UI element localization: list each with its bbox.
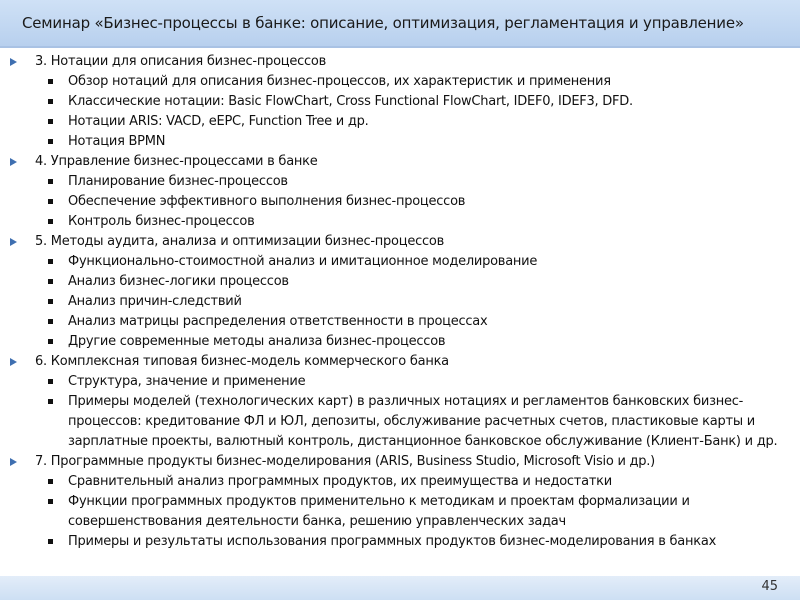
item-text: 6. Комплексная типовая бизнес-модель коммерческого банка: [35, 354, 449, 369]
square-bullet-icon: [48, 179, 53, 184]
item-text: 7. Программные продукты бизнес-моделирования (ARIS, Business Studio, Microsoft Visio и др.): [35, 454, 655, 469]
item-text: 5. Методы аудита, анализа и оптимизации бизнес-процессов: [35, 234, 445, 249]
page-number: 45: [761, 579, 778, 594]
square-bullet-icon: [48, 199, 53, 204]
square-bullet-icon: [48, 339, 53, 344]
list-item: [8, 272, 793, 292]
item-text: Структура, значение и применение: [68, 374, 306, 389]
title-bar: [0, 0, 800, 46]
list-item: [8, 492, 793, 532]
item-text: Контроль бизнес-процессов: [68, 214, 255, 229]
square-bullet-icon: [48, 499, 53, 504]
slide-content: [8, 52, 793, 552]
item-text: Функции программных продуктов применительно к методикам и проектам формализации и совершенствования деятельности банка, решению управленческих задач: [68, 494, 690, 529]
triangle-bullet-icon: [10, 58, 17, 66]
section-heading: [8, 152, 793, 172]
square-bullet-icon: [48, 399, 53, 404]
square-bullet-icon: [48, 79, 53, 84]
title-divider: [0, 46, 800, 48]
slide-title: Семинар «Бизнес-процессы в банке: описание, оптимизация, регламентация и управление»: [22, 14, 744, 32]
item-text: Обзор нотаций для описания бизнес-процессов, их характеристик и применения: [68, 74, 611, 89]
triangle-bullet-icon: [10, 458, 17, 466]
list-item: [8, 252, 793, 272]
footer-bar: [0, 576, 800, 600]
triangle-bullet-icon: [10, 358, 17, 366]
list-item: [8, 372, 793, 392]
item-text: Планирование бизнес-процессов: [68, 174, 288, 189]
item-text: Примеры и результаты использования программных продуктов бизнес-моделирования в банках: [68, 534, 717, 549]
list-item: [8, 332, 793, 352]
list-item: [8, 192, 793, 212]
square-bullet-icon: [48, 139, 53, 144]
square-bullet-icon: [48, 119, 53, 124]
item-text: Анализ бизнес-логики процессов: [68, 274, 289, 289]
list-item: [8, 72, 793, 92]
item-text: Обеспечение эффективного выполнения бизнес-процессов: [68, 194, 466, 209]
square-bullet-icon: [48, 259, 53, 264]
square-bullet-icon: [48, 99, 53, 104]
item-text: Примеры моделей (технологических карт) в различных нотациях и регламентов банковских бизнес-процессов: кредитование ФЛ и ЮЛ, депозиты, обслуживание расчетных счетов, пластиковые карты и зарплатные проекты, валютный контроль, дистанционное банковское обслуживание (Клиент-Банк) и др.: [68, 394, 778, 449]
section-heading: [8, 452, 793, 472]
triangle-bullet-icon: [10, 238, 17, 246]
list-item: [8, 112, 793, 132]
item-text: 4. Управление бизнес-процессами в банке: [35, 154, 318, 169]
item-text: Нотации ARIS: VACD, eEPC, Function Tree и др.: [68, 114, 369, 129]
list-item: [8, 392, 793, 452]
section-heading: [8, 52, 793, 72]
item-text: Классические нотации: Basic FlowChart, Cross Functional FlowChart, IDEF0, IDEF3, DFD.: [68, 94, 633, 109]
item-text: Другие современные методы анализа бизнес-процессов: [68, 334, 446, 349]
square-bullet-icon: [48, 279, 53, 284]
item-text: Сравнительный анализ программных продуктов, их преимущества и недостатки: [68, 474, 612, 489]
list-item: [8, 472, 793, 492]
section-heading: [8, 232, 793, 252]
item-text: 3. Нотации для описания бизнес-процессов: [35, 54, 327, 69]
item-text: Анализ причин-следствий: [68, 294, 242, 309]
section-heading: [8, 352, 793, 372]
list-item: [8, 172, 793, 192]
item-text: Нотация BPMN: [68, 134, 166, 149]
square-bullet-icon: [48, 379, 53, 384]
square-bullet-icon: [48, 539, 53, 544]
list-item: [8, 532, 793, 552]
triangle-bullet-icon: [10, 158, 17, 166]
list-item: [8, 312, 793, 332]
list-item: [8, 292, 793, 312]
list-item: [8, 132, 793, 152]
square-bullet-icon: [48, 319, 53, 324]
list-item: [8, 92, 793, 112]
item-text: Анализ матрицы распределения ответственности в процессах: [68, 314, 488, 329]
item-text: Функционально-стоимостной анализ и имитационное моделирование: [68, 254, 538, 269]
square-bullet-icon: [48, 479, 53, 484]
square-bullet-icon: [48, 219, 53, 224]
square-bullet-icon: [48, 299, 53, 304]
list-item: [8, 212, 793, 232]
